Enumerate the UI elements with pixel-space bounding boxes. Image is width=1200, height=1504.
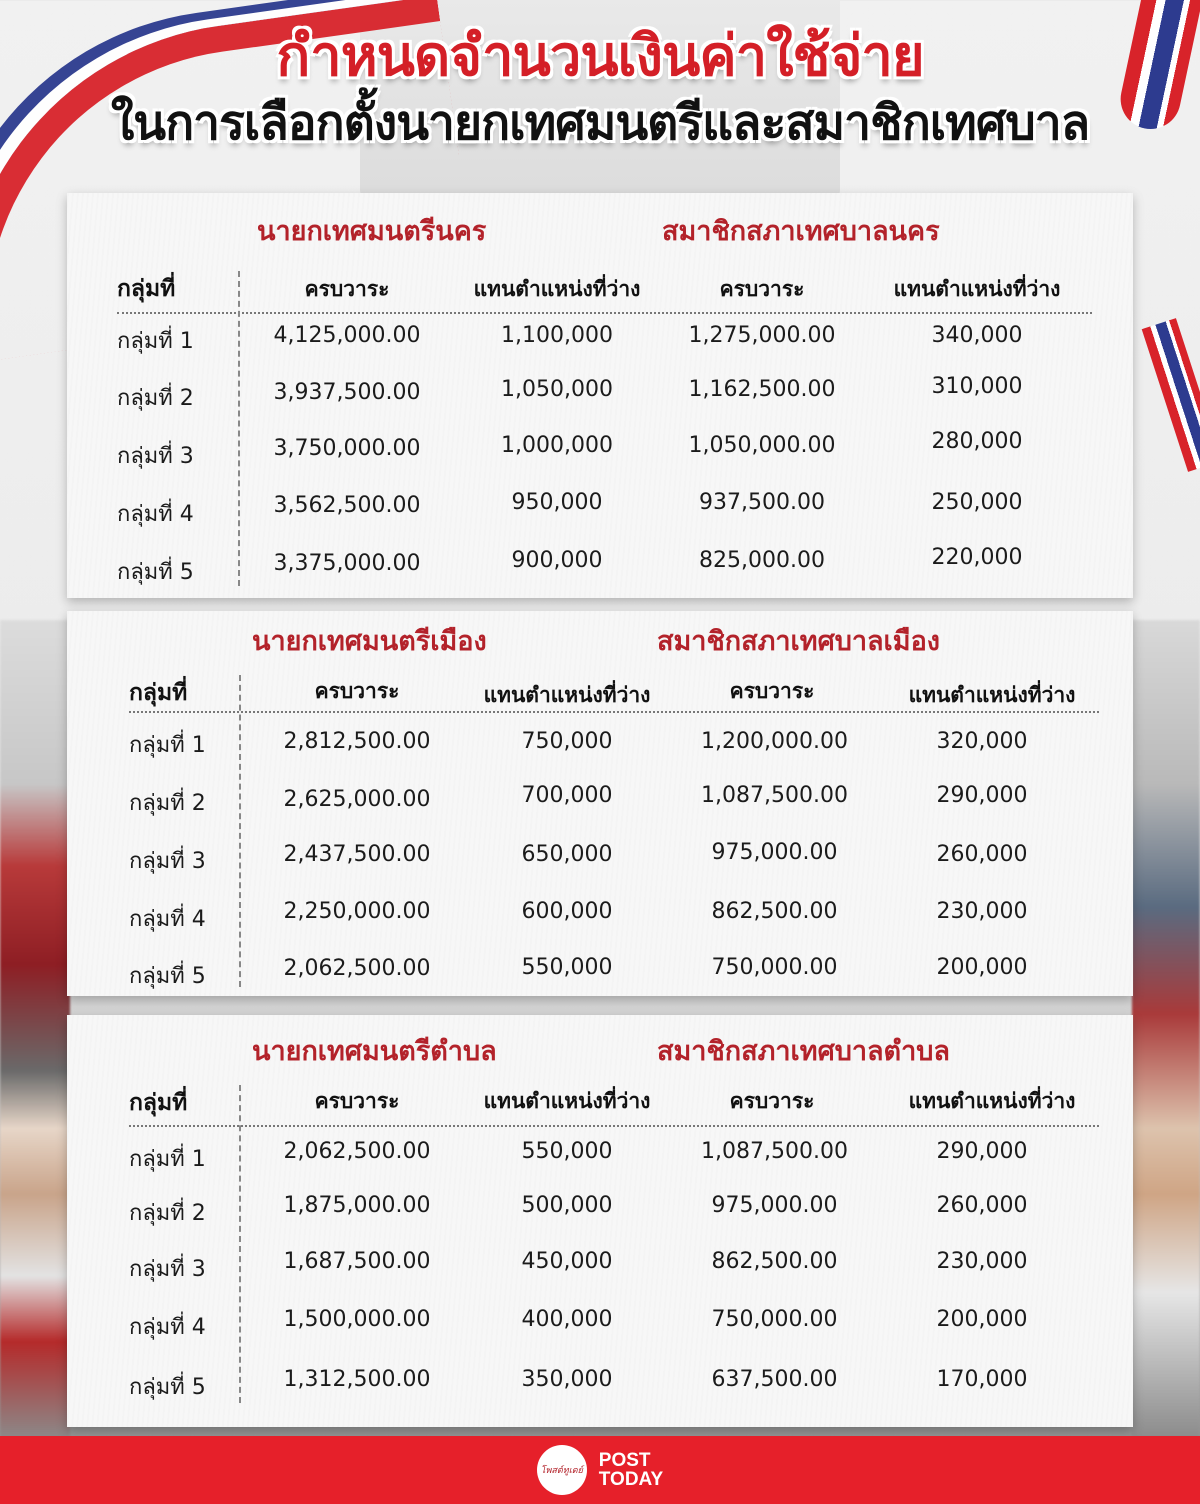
mayor-full-term-value: 1,687,500.00 xyxy=(283,1249,431,1274)
council-full-term-value: 1,087,500.00 xyxy=(701,1139,848,1164)
mayor-full-term-value: 1,875,000.00 xyxy=(283,1193,431,1218)
council-vacancy-value: 250,000 xyxy=(931,490,1023,515)
group-label: กลุ่มที่ 5 xyxy=(117,560,194,585)
mayor-vacancy-value: 450,000 xyxy=(521,1249,613,1274)
column-header-group: กลุ่มที่ xyxy=(129,680,188,706)
background-photo-right xyxy=(1132,620,1200,1440)
mayor-full-term-value: 1,312,500.00 xyxy=(283,1367,431,1392)
mayor-vacancy-value: 1,050,000 xyxy=(501,377,613,402)
column-header-mayor-vacancy: แทนตำแหน่งที่ว่าง xyxy=(483,683,651,707)
footer-brand-bar xyxy=(0,1436,1200,1504)
section-title-mayor: นายกเทศมนตรีตำบล xyxy=(252,1036,497,1067)
council-full-term-value: 1,050,000.00 xyxy=(688,433,836,458)
header-divider xyxy=(129,711,1099,713)
mayor-full-term-value: 2,062,500.00 xyxy=(283,1139,431,1164)
section-title-mayor: นายกเทศมนตรีนคร xyxy=(257,216,487,247)
council-full-term-value: 937,500.00 xyxy=(699,490,825,515)
brand-line-1: POST xyxy=(598,1450,651,1471)
group-label: กลุ่มที่ 4 xyxy=(129,907,206,932)
council-vacancy-value: 200,000 xyxy=(936,1307,1028,1332)
mayor-full-term-value: 4,125,000.00 xyxy=(273,323,421,348)
group-label: กลุ่มที่ 4 xyxy=(129,1315,206,1340)
mayor-full-term-value: 1,500,000.00 xyxy=(283,1307,431,1332)
council-full-term-value: 975,000.00 xyxy=(711,1193,838,1218)
column-header-group: กลุ่มที่ xyxy=(129,1090,188,1116)
column-header-mayor-full-term: ครบวาระ xyxy=(314,1089,400,1113)
council-vacancy-value: 340,000 xyxy=(931,323,1023,348)
council-full-term-value: 750,000.00 xyxy=(711,955,838,980)
council-full-term-value: 862,500.00 xyxy=(711,1249,838,1274)
group-label: กลุ่มที่ 2 xyxy=(129,1201,206,1226)
title-line-1: กำหนดจำนวนเงินค่าใช้จ่าย xyxy=(276,24,924,89)
council-vacancy-value: 230,000 xyxy=(936,1249,1028,1274)
section-title-council: สมาชิกสภาเทศบาลตำบล xyxy=(657,1036,950,1067)
section-city-municipality xyxy=(67,193,1133,598)
council-full-term-value: 975,000.00 xyxy=(711,840,838,865)
column-header-council-vacancy: แทนตำแหน่งที่ว่าง xyxy=(908,1089,1076,1113)
group-label: กลุ่มที่ 5 xyxy=(129,964,206,989)
section-title-council: สมาชิกสภาเทศบาลเมือง xyxy=(657,626,940,657)
group-label: กลุ่มที่ 3 xyxy=(129,849,206,874)
column-header-mayor-vacancy: แทนตำแหน่งที่ว่าง xyxy=(483,1089,651,1113)
group-label: กลุ่มที่ 2 xyxy=(129,791,206,816)
column-header-mayor-full-term: ครบวาระ xyxy=(314,679,400,703)
council-vacancy-value: 230,000 xyxy=(936,899,1028,924)
mayor-full-term-value: 2,625,000.00 xyxy=(283,787,431,812)
brand-line-2: TODAY xyxy=(598,1469,664,1490)
mayor-vacancy-value: 600,000 xyxy=(521,899,613,924)
mayor-full-term-value: 2,062,500.00 xyxy=(283,956,431,981)
group-label: กลุ่มที่ 3 xyxy=(117,444,194,469)
council-full-term-value: 1,087,500.00 xyxy=(701,783,848,808)
column-header-group: กลุ่มที่ xyxy=(117,276,176,302)
mayor-vacancy-value: 900,000 xyxy=(511,548,603,573)
mayor-full-term-value: 3,750,000.00 xyxy=(273,436,421,461)
group-label: กลุ่มที่ 1 xyxy=(129,733,206,758)
mayor-vacancy-value: 1,100,000 xyxy=(501,323,613,348)
column-header-council-full-term: ครบวาระ xyxy=(729,1089,815,1113)
column-header-council-full-term: ครบวาระ xyxy=(729,679,815,703)
council-vacancy-value: 280,000 xyxy=(931,429,1023,454)
column-header-mayor-vacancy: แทนตำแหน่งที่ว่าง xyxy=(473,277,641,301)
mayor-vacancy-value: 400,000 xyxy=(521,1307,613,1332)
mayor-full-term-value: 2,437,500.00 xyxy=(283,842,431,867)
column-header-council-vacancy: แทนตำแหน่งที่ว่าง xyxy=(908,683,1076,707)
council-vacancy-value: 200,000 xyxy=(936,955,1028,980)
mayor-vacancy-value: 950,000 xyxy=(511,490,603,515)
mayor-vacancy-value: 550,000 xyxy=(521,955,613,980)
council-vacancy-value: 220,000 xyxy=(931,545,1023,570)
section-title-mayor: นายกเทศมนตรีเมือง xyxy=(252,626,487,657)
mayor-vacancy-value: 500,000 xyxy=(521,1193,613,1218)
column-divider xyxy=(238,271,240,586)
section-town-municipality xyxy=(67,611,1133,996)
mayor-full-term-value: 3,562,500.00 xyxy=(273,493,421,518)
council-vacancy-value: 290,000 xyxy=(936,1139,1028,1164)
group-label: กลุ่มที่ 1 xyxy=(129,1147,206,1172)
post-today-logo-icon xyxy=(537,1445,587,1495)
column-divider xyxy=(239,1085,241,1403)
page-title xyxy=(0,22,1200,154)
title-line-2: ในการเลือกตั้งนายกเทศมนตรีและสมาชิกเทศบาล xyxy=(110,95,1090,151)
mayor-full-term-value: 2,812,500.00 xyxy=(283,729,431,754)
mayor-vacancy-value: 550,000 xyxy=(521,1139,613,1164)
mayor-full-term-value: 3,937,500.00 xyxy=(273,380,421,405)
mayor-full-term-value: 3,375,000.00 xyxy=(273,551,421,576)
header-divider xyxy=(129,1125,1099,1127)
council-full-term-value: 637,500.00 xyxy=(711,1367,838,1392)
council-vacancy-value: 260,000 xyxy=(936,1193,1028,1218)
section-subdistrict-municipality xyxy=(67,1015,1133,1427)
mayor-vacancy-value: 750,000 xyxy=(521,729,613,754)
background-photo-left xyxy=(0,620,70,1440)
council-full-term-value: 1,275,000.00 xyxy=(688,323,836,348)
group-label: กลุ่มที่ 2 xyxy=(117,386,194,411)
logo-mark-text: โพสต์ทูเดย์ xyxy=(540,1466,583,1476)
header-divider xyxy=(117,312,1092,314)
group-label: กลุ่มที่ 3 xyxy=(129,1257,206,1282)
council-full-term-value: 825,000.00 xyxy=(699,548,825,573)
brand-wordmark xyxy=(599,1451,663,1489)
column-header-council-vacancy: แทนตำแหน่งที่ว่าง xyxy=(893,277,1061,301)
council-full-term-value: 1,200,000.00 xyxy=(701,729,848,754)
mayor-full-term-value: 2,250,000.00 xyxy=(283,899,431,924)
council-vacancy-value: 260,000 xyxy=(936,842,1028,867)
council-vacancy-value: 320,000 xyxy=(936,729,1028,754)
group-label: กลุ่มที่ 1 xyxy=(117,329,194,354)
council-full-term-value: 1,162,500.00 xyxy=(688,377,836,402)
council-vacancy-value: 290,000 xyxy=(936,783,1028,808)
mayor-vacancy-value: 1,000,000 xyxy=(501,433,613,458)
mayor-vacancy-value: 650,000 xyxy=(521,842,613,867)
section-title-council: สมาชิกสภาเทศบาลนคร xyxy=(662,216,940,247)
column-header-council-full-term: ครบวาระ xyxy=(719,277,805,301)
council-full-term-value: 750,000.00 xyxy=(711,1307,838,1332)
mayor-vacancy-value: 350,000 xyxy=(521,1367,613,1392)
mayor-vacancy-value: 700,000 xyxy=(521,783,613,808)
group-label: กลุ่มที่ 4 xyxy=(117,502,194,527)
thai-flag-ribbon-right-lower xyxy=(1142,318,1200,472)
column-divider xyxy=(239,675,241,987)
column-header-mayor-full-term: ครบวาระ xyxy=(304,277,390,301)
council-vacancy-value: 310,000 xyxy=(931,374,1023,399)
group-label: กลุ่มที่ 5 xyxy=(129,1375,206,1400)
council-vacancy-value: 170,000 xyxy=(936,1367,1028,1392)
council-full-term-value: 862,500.00 xyxy=(711,899,838,924)
